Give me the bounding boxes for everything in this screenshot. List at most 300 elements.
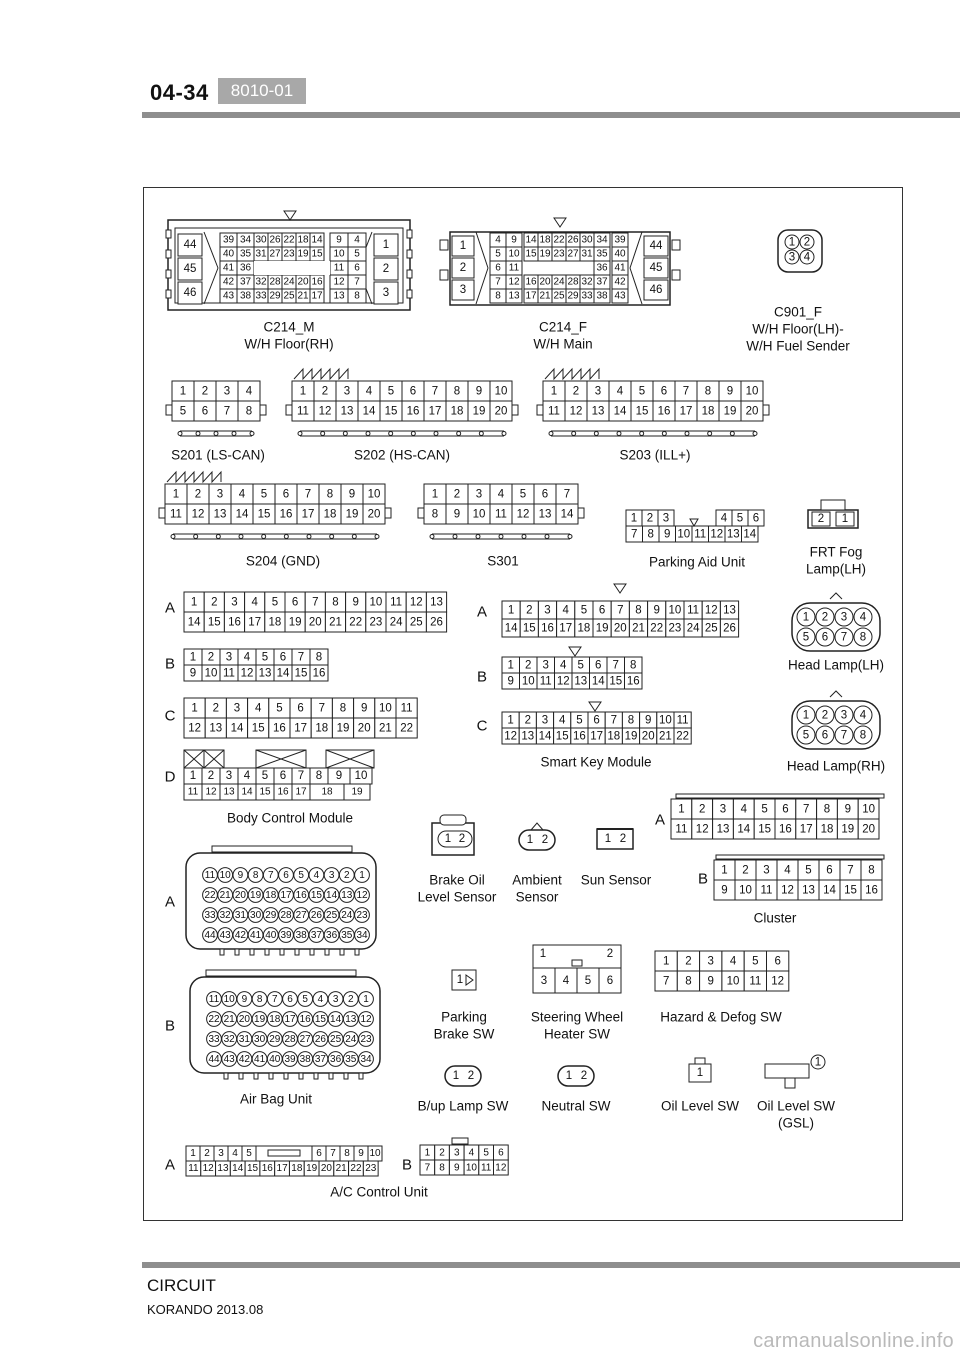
pin-number: 10 xyxy=(739,884,752,897)
pin-number: 19 xyxy=(250,890,262,901)
splice-node xyxy=(343,432,347,436)
pin-number: 1 xyxy=(299,385,307,398)
side-letter: B xyxy=(401,1156,413,1174)
pin-number: 4 xyxy=(729,955,737,968)
pin-number: 14 xyxy=(743,528,757,541)
latch xyxy=(286,405,292,415)
pin-number: 4 xyxy=(313,870,320,881)
pin-number: 24 xyxy=(686,622,700,635)
pin-number: 5 xyxy=(276,702,283,715)
pin-number: 14 xyxy=(525,234,537,246)
splice-node xyxy=(568,535,572,539)
pin-number: 14 xyxy=(330,1014,342,1025)
connector-c901-f xyxy=(746,230,850,354)
side-letter: A xyxy=(654,811,666,829)
bottom-tab xyxy=(340,949,344,955)
bottom-tab xyxy=(224,1073,228,1079)
pin-number: 36 xyxy=(330,1054,342,1065)
pin-number: 31 xyxy=(234,910,246,921)
pin-number: 16 xyxy=(277,786,289,798)
side-letter: B xyxy=(164,1017,176,1035)
pin-number: 34 xyxy=(596,234,608,246)
pin-number: 18 xyxy=(297,234,309,246)
pin-number: 8 xyxy=(635,604,642,617)
pin-number: 33 xyxy=(255,290,267,302)
pin-number: 15 xyxy=(844,884,857,897)
pin-number: 41 xyxy=(250,930,262,941)
pin-number: 14 xyxy=(591,675,605,688)
connector-label: W/H Floor(LH)- xyxy=(752,321,844,337)
pin-number: 9 xyxy=(241,994,248,1005)
splice-node xyxy=(284,535,288,539)
pin-number: 28 xyxy=(284,1034,296,1045)
splice-node xyxy=(753,432,757,436)
pin-number: 20 xyxy=(613,622,627,635)
pin-number: 42 xyxy=(238,1054,250,1065)
pin-number: 38 xyxy=(295,930,307,941)
pin-number: 40 xyxy=(222,248,235,260)
pin-number: 14 xyxy=(311,234,323,246)
side-letter: C xyxy=(476,717,488,735)
connector-s204 xyxy=(159,472,391,569)
splice-node xyxy=(572,432,576,436)
pin-number: 14 xyxy=(560,508,574,521)
pin-number: 41 xyxy=(222,262,235,274)
latch xyxy=(407,230,412,238)
pin-number: 37 xyxy=(310,930,322,941)
pin-number: 2 xyxy=(524,714,532,727)
pin-number: 41 xyxy=(254,1054,266,1065)
key-mark xyxy=(830,691,842,697)
connector-label: Cluster xyxy=(753,910,797,926)
connector-label: W/H Fuel Sender xyxy=(746,338,850,354)
pin-number: 45 xyxy=(649,262,663,274)
splice-node xyxy=(389,432,393,436)
pin-number: 15 xyxy=(555,730,569,743)
pin-number: 24 xyxy=(389,616,403,629)
connector-ac-control-unit xyxy=(165,1138,508,1200)
pin-number: 10 xyxy=(223,994,235,1005)
pin-number: 7 xyxy=(330,1148,336,1159)
pin-number: 5 xyxy=(761,803,768,816)
pin-number: 7 xyxy=(424,1162,431,1174)
latch xyxy=(260,405,266,415)
pin-number: 19 xyxy=(345,508,359,521)
pin-number: 3 xyxy=(541,714,549,727)
pin-number: 15 xyxy=(259,786,271,798)
pin-number: 31 xyxy=(238,1034,250,1045)
pin-number: 8 xyxy=(685,975,692,988)
pin-number: 11 xyxy=(400,702,413,715)
pin-number: 9 xyxy=(726,385,734,398)
pin-number: 15 xyxy=(257,508,271,521)
pin-number: 16 xyxy=(312,667,326,680)
pin-number: 20 xyxy=(308,616,322,629)
pin-number: 4 xyxy=(562,604,569,617)
pin-number: 1 xyxy=(662,955,670,968)
pin-number: 18 xyxy=(315,722,329,735)
pin-number: 2 xyxy=(821,611,829,624)
pin-number: 16 xyxy=(228,616,241,629)
pin-number: 26 xyxy=(723,622,736,635)
housing xyxy=(765,1064,809,1078)
pin-number: 37 xyxy=(314,1054,326,1065)
housing xyxy=(778,230,822,272)
pin-number: 12 xyxy=(781,884,794,897)
pin-number: 25 xyxy=(330,1034,342,1045)
pin-number: 1 xyxy=(678,803,685,816)
pin-number: 28 xyxy=(280,910,292,921)
pin-number: 10 xyxy=(465,1162,478,1174)
pin-number: 8 xyxy=(354,290,360,302)
pin-number: 4 xyxy=(616,385,624,398)
pin-number: 11 xyxy=(297,405,309,418)
pin-number: 25 xyxy=(704,622,718,635)
pin-number: 7 xyxy=(610,714,618,727)
pin-number: 19 xyxy=(624,730,638,743)
pin-number: 42 xyxy=(614,276,626,288)
pin-number: 27 xyxy=(299,1034,311,1045)
pin-number: 1 xyxy=(696,1067,704,1079)
connector-label: Body Control Module xyxy=(226,810,354,826)
pin-number: 1 xyxy=(841,513,849,525)
pin-number: 35 xyxy=(596,248,608,260)
pin-number: 16 xyxy=(311,276,323,288)
pin-number: 10 xyxy=(369,596,383,609)
pin-number: 20 xyxy=(238,1014,250,1025)
pin-number: 9 xyxy=(352,596,359,609)
pin-number: 40 xyxy=(614,248,626,260)
pin-number: 23 xyxy=(553,248,565,260)
pin-number: 21 xyxy=(335,1163,347,1174)
pin-number: 12 xyxy=(704,604,718,617)
connector-body-control-module xyxy=(165,592,447,826)
connector-label: Head Lamp(LH) xyxy=(787,657,885,673)
pin-number: 10 xyxy=(472,508,486,521)
pin-number: 13 xyxy=(430,596,443,609)
pin-number: 21 xyxy=(219,890,231,901)
pin-number: 26 xyxy=(567,234,579,246)
pin-number: 15 xyxy=(635,405,649,418)
pin-number: 13 xyxy=(716,823,730,836)
pin-number: 11 xyxy=(495,508,507,521)
bottom-tab xyxy=(299,1073,303,1079)
pin-number: 6 xyxy=(495,262,501,274)
pin-number: 12 xyxy=(710,528,724,541)
pin-number: 29 xyxy=(265,910,277,921)
connector-label: Sun Sensor xyxy=(580,872,652,888)
connector-label: C901_F xyxy=(773,304,823,320)
pin-number: 1 xyxy=(814,1056,822,1069)
pin-number: 5 xyxy=(805,864,812,877)
pin-number: 7 xyxy=(840,729,848,742)
pin-number: 13 xyxy=(802,884,815,897)
pin-number: 30 xyxy=(254,1034,266,1045)
bottom-tab xyxy=(269,1073,273,1079)
pin-number: 36 xyxy=(239,262,252,274)
pin-number: 6 xyxy=(826,864,833,877)
pin-number: 2 xyxy=(821,709,829,722)
pin-number: 14 xyxy=(241,786,253,798)
splice-node xyxy=(549,432,553,436)
connector-air-bag-unit-a xyxy=(165,846,376,955)
bottom-tab xyxy=(295,949,299,955)
connector-label: FRT Fog xyxy=(809,544,863,560)
splice-node xyxy=(216,535,220,539)
pin-number: 16 xyxy=(573,730,586,743)
bottom-tab xyxy=(359,1073,363,1079)
splice-node xyxy=(298,432,302,436)
pin-number: 35 xyxy=(239,248,252,260)
pin-number: 3 xyxy=(719,803,727,816)
pin-number: 27 xyxy=(269,248,281,260)
side-letter: B xyxy=(476,668,488,686)
pin-number: 10 xyxy=(369,1148,381,1159)
latch xyxy=(166,405,172,415)
key-slot xyxy=(572,960,582,966)
pin-number: 1 xyxy=(788,236,796,249)
splice-node xyxy=(479,432,483,436)
pin-number: 4 xyxy=(238,488,246,501)
pin-number: 6 xyxy=(782,803,789,816)
pin-number: 4 xyxy=(317,994,324,1005)
pin-number: 3 xyxy=(343,385,351,398)
pin-number: 9 xyxy=(511,234,517,246)
pin-number: 17 xyxy=(590,730,603,743)
pin-number: 8 xyxy=(332,596,339,609)
pin-number: 9 xyxy=(721,884,728,897)
pin-number: 44 xyxy=(183,239,197,251)
pin-number: 19 xyxy=(351,786,363,798)
pin-number: 19 xyxy=(539,248,551,260)
pin-number: 2 xyxy=(817,513,825,525)
connector-label: Brake Oil xyxy=(429,872,485,888)
splice-node xyxy=(307,535,311,539)
bottom-tab xyxy=(325,949,329,955)
pin-number: 4 xyxy=(468,1147,475,1159)
pin-number: 18 xyxy=(577,622,591,635)
pin-number: 6 xyxy=(279,651,287,664)
pin-number: 13 xyxy=(574,675,588,688)
pin-number: 7 xyxy=(312,596,319,609)
pin-number: 9 xyxy=(475,385,483,398)
pin-number: 21 xyxy=(297,290,309,302)
pin-number: 13 xyxy=(223,786,235,798)
pin-number: 9 xyxy=(189,667,197,680)
pin-number: 4 xyxy=(495,234,501,246)
pin-number: 35 xyxy=(345,1054,357,1065)
pin-number: 11 xyxy=(548,405,560,418)
pin-number: 5 xyxy=(580,604,588,617)
pin-number: 14 xyxy=(538,730,552,743)
pin-number: 12 xyxy=(356,890,368,901)
housing-foot xyxy=(785,1078,795,1088)
pin-number: 4 xyxy=(254,702,262,715)
splice-node xyxy=(375,535,379,539)
latch xyxy=(440,815,466,825)
latch xyxy=(672,240,680,250)
pin-number: 43 xyxy=(614,290,626,302)
pin-number: 5 xyxy=(271,596,279,609)
pin-number: 1 xyxy=(452,1070,460,1082)
pin-number: 8 xyxy=(326,488,334,501)
side-letter: A xyxy=(164,893,176,911)
pin-number: 11 xyxy=(675,823,688,836)
top-rail xyxy=(212,846,352,852)
pin-number: 8 xyxy=(859,631,867,644)
pin-number: 16 xyxy=(299,1014,311,1025)
lock-teeth xyxy=(545,369,599,379)
pin-number: 19 xyxy=(297,248,309,260)
pin-number: 3 xyxy=(382,287,390,299)
connector-label: S301 xyxy=(487,553,519,569)
connector-label: S203 (ILL+) xyxy=(619,447,691,463)
pin-number: 13 xyxy=(258,667,272,680)
pin-number: 5 xyxy=(260,488,268,501)
pin-number: 12 xyxy=(771,975,785,988)
splice-node xyxy=(214,432,218,436)
pin-number: 9 xyxy=(348,488,356,501)
pin-number: 3 xyxy=(840,709,848,722)
pin-number: 1 xyxy=(456,974,464,986)
connector-bul xyxy=(418,1066,509,1114)
pin-number: 11 xyxy=(749,975,762,988)
pin-number: 2 xyxy=(619,833,627,845)
pin-number: 21 xyxy=(379,722,392,735)
bottom-tab xyxy=(280,949,284,955)
pin-number: 20 xyxy=(641,730,655,743)
splice-node xyxy=(522,535,526,539)
pin-number: 2 xyxy=(207,651,215,664)
pin-number: 26 xyxy=(430,616,443,629)
pin-number: 17 xyxy=(559,622,573,635)
pin-number: 11 xyxy=(687,604,700,617)
pin-number: 1 xyxy=(363,994,369,1005)
pin-number: 41 xyxy=(614,262,626,274)
pin-number: 11 xyxy=(204,870,216,881)
pin-number: 7 xyxy=(431,385,439,398)
pin-number: 12 xyxy=(191,508,205,521)
pin-number: 15 xyxy=(314,1014,326,1025)
latch xyxy=(159,508,165,518)
pin-number: 6 xyxy=(541,488,549,501)
latch xyxy=(672,270,680,280)
connector-c214-f xyxy=(440,218,680,352)
pin-number: 4 xyxy=(245,385,253,398)
pin-number: 2 xyxy=(541,834,549,846)
pin-number: 15 xyxy=(758,823,771,836)
splice-node xyxy=(476,535,480,539)
pin-number: 11 xyxy=(208,994,220,1005)
pin-number: 23 xyxy=(283,248,295,260)
pin-number: 43 xyxy=(222,290,235,302)
connector-label: Air Bag Unit xyxy=(239,1091,313,1107)
pin-number: 29 xyxy=(567,290,579,302)
pin-number: 37 xyxy=(596,276,608,288)
pin-number: 36 xyxy=(596,262,608,274)
pin-number: 13 xyxy=(213,508,227,521)
pin-number: 18 xyxy=(265,890,277,901)
pin-number: 13 xyxy=(538,508,552,521)
pin-number: 3 xyxy=(459,284,467,296)
pin-number: 11 xyxy=(508,262,520,274)
pin-number: 11 xyxy=(223,667,235,680)
pin-number: 1 xyxy=(630,512,638,525)
pin-number: 1 xyxy=(550,385,558,398)
watermark: carmanualsonline.info xyxy=(753,1330,954,1352)
bottom-tab xyxy=(344,1073,348,1079)
pin-number: 23 xyxy=(365,1163,377,1174)
pin-number: 1 xyxy=(179,385,187,398)
pin-number: 15 xyxy=(246,1163,259,1174)
pin-number: 1 xyxy=(802,709,810,722)
pin-number: 19 xyxy=(254,1014,266,1025)
connector-label: S201 (LS-CAN) xyxy=(171,447,265,463)
bottom-tab xyxy=(235,949,239,955)
connector-s201 xyxy=(166,381,266,463)
pin-number: 6 xyxy=(283,870,289,881)
pin-number: 2 xyxy=(467,1070,475,1082)
pin-number: 12 xyxy=(188,722,201,735)
pin-number: 8 xyxy=(630,659,637,672)
pin-number: 31 xyxy=(581,248,593,260)
pin-number: 17 xyxy=(799,823,813,836)
pin-number: 45 xyxy=(183,263,197,275)
splice-node xyxy=(411,432,415,436)
connector-label: Heater SW xyxy=(543,1026,611,1042)
pin-number: 7 xyxy=(495,276,501,288)
pin-number: 17 xyxy=(295,786,307,798)
pin-number: 7 xyxy=(662,975,670,988)
pin-number: 14 xyxy=(504,622,518,635)
pin-number: 20 xyxy=(745,405,759,418)
pin-number: 6 xyxy=(821,729,829,742)
pin-number: 11 xyxy=(390,596,403,609)
pin-number: 26 xyxy=(310,910,322,921)
pin-number: 10 xyxy=(862,803,875,816)
pin-number: 21 xyxy=(632,622,645,635)
pin-number: 21 xyxy=(539,290,551,302)
key-mark xyxy=(830,593,842,599)
connector-hlr xyxy=(787,691,885,774)
pin-number: 5 xyxy=(179,405,187,418)
splice-node xyxy=(708,432,712,436)
pin-number: 17 xyxy=(311,290,323,302)
pin-number: 22 xyxy=(400,722,413,735)
connector-label: Neutral SW xyxy=(541,1098,611,1114)
pin-number: 3 xyxy=(594,385,602,398)
pin-number: 22 xyxy=(553,234,565,246)
pin-number: 15 xyxy=(251,722,265,735)
pin-number: 17 xyxy=(679,405,693,418)
pin-number: 12 xyxy=(360,1014,372,1025)
connector-label: S204 (GND) xyxy=(245,553,321,569)
housing xyxy=(519,830,555,850)
splice-node xyxy=(330,535,334,539)
pin-number: 7 xyxy=(354,276,360,288)
splice-node xyxy=(640,432,644,436)
splice-node xyxy=(194,535,198,539)
pin-number: 34 xyxy=(360,1054,372,1065)
pin-number: 3 xyxy=(453,1147,460,1159)
pin-number: 20 xyxy=(357,722,371,735)
pin-number: 43 xyxy=(219,930,231,941)
pin-number: 5 xyxy=(495,248,501,260)
pin-number: 10 xyxy=(367,488,381,501)
pin-number: 13 xyxy=(591,405,605,418)
bottom-tab xyxy=(355,949,359,955)
pin-number: 6 xyxy=(279,770,287,782)
